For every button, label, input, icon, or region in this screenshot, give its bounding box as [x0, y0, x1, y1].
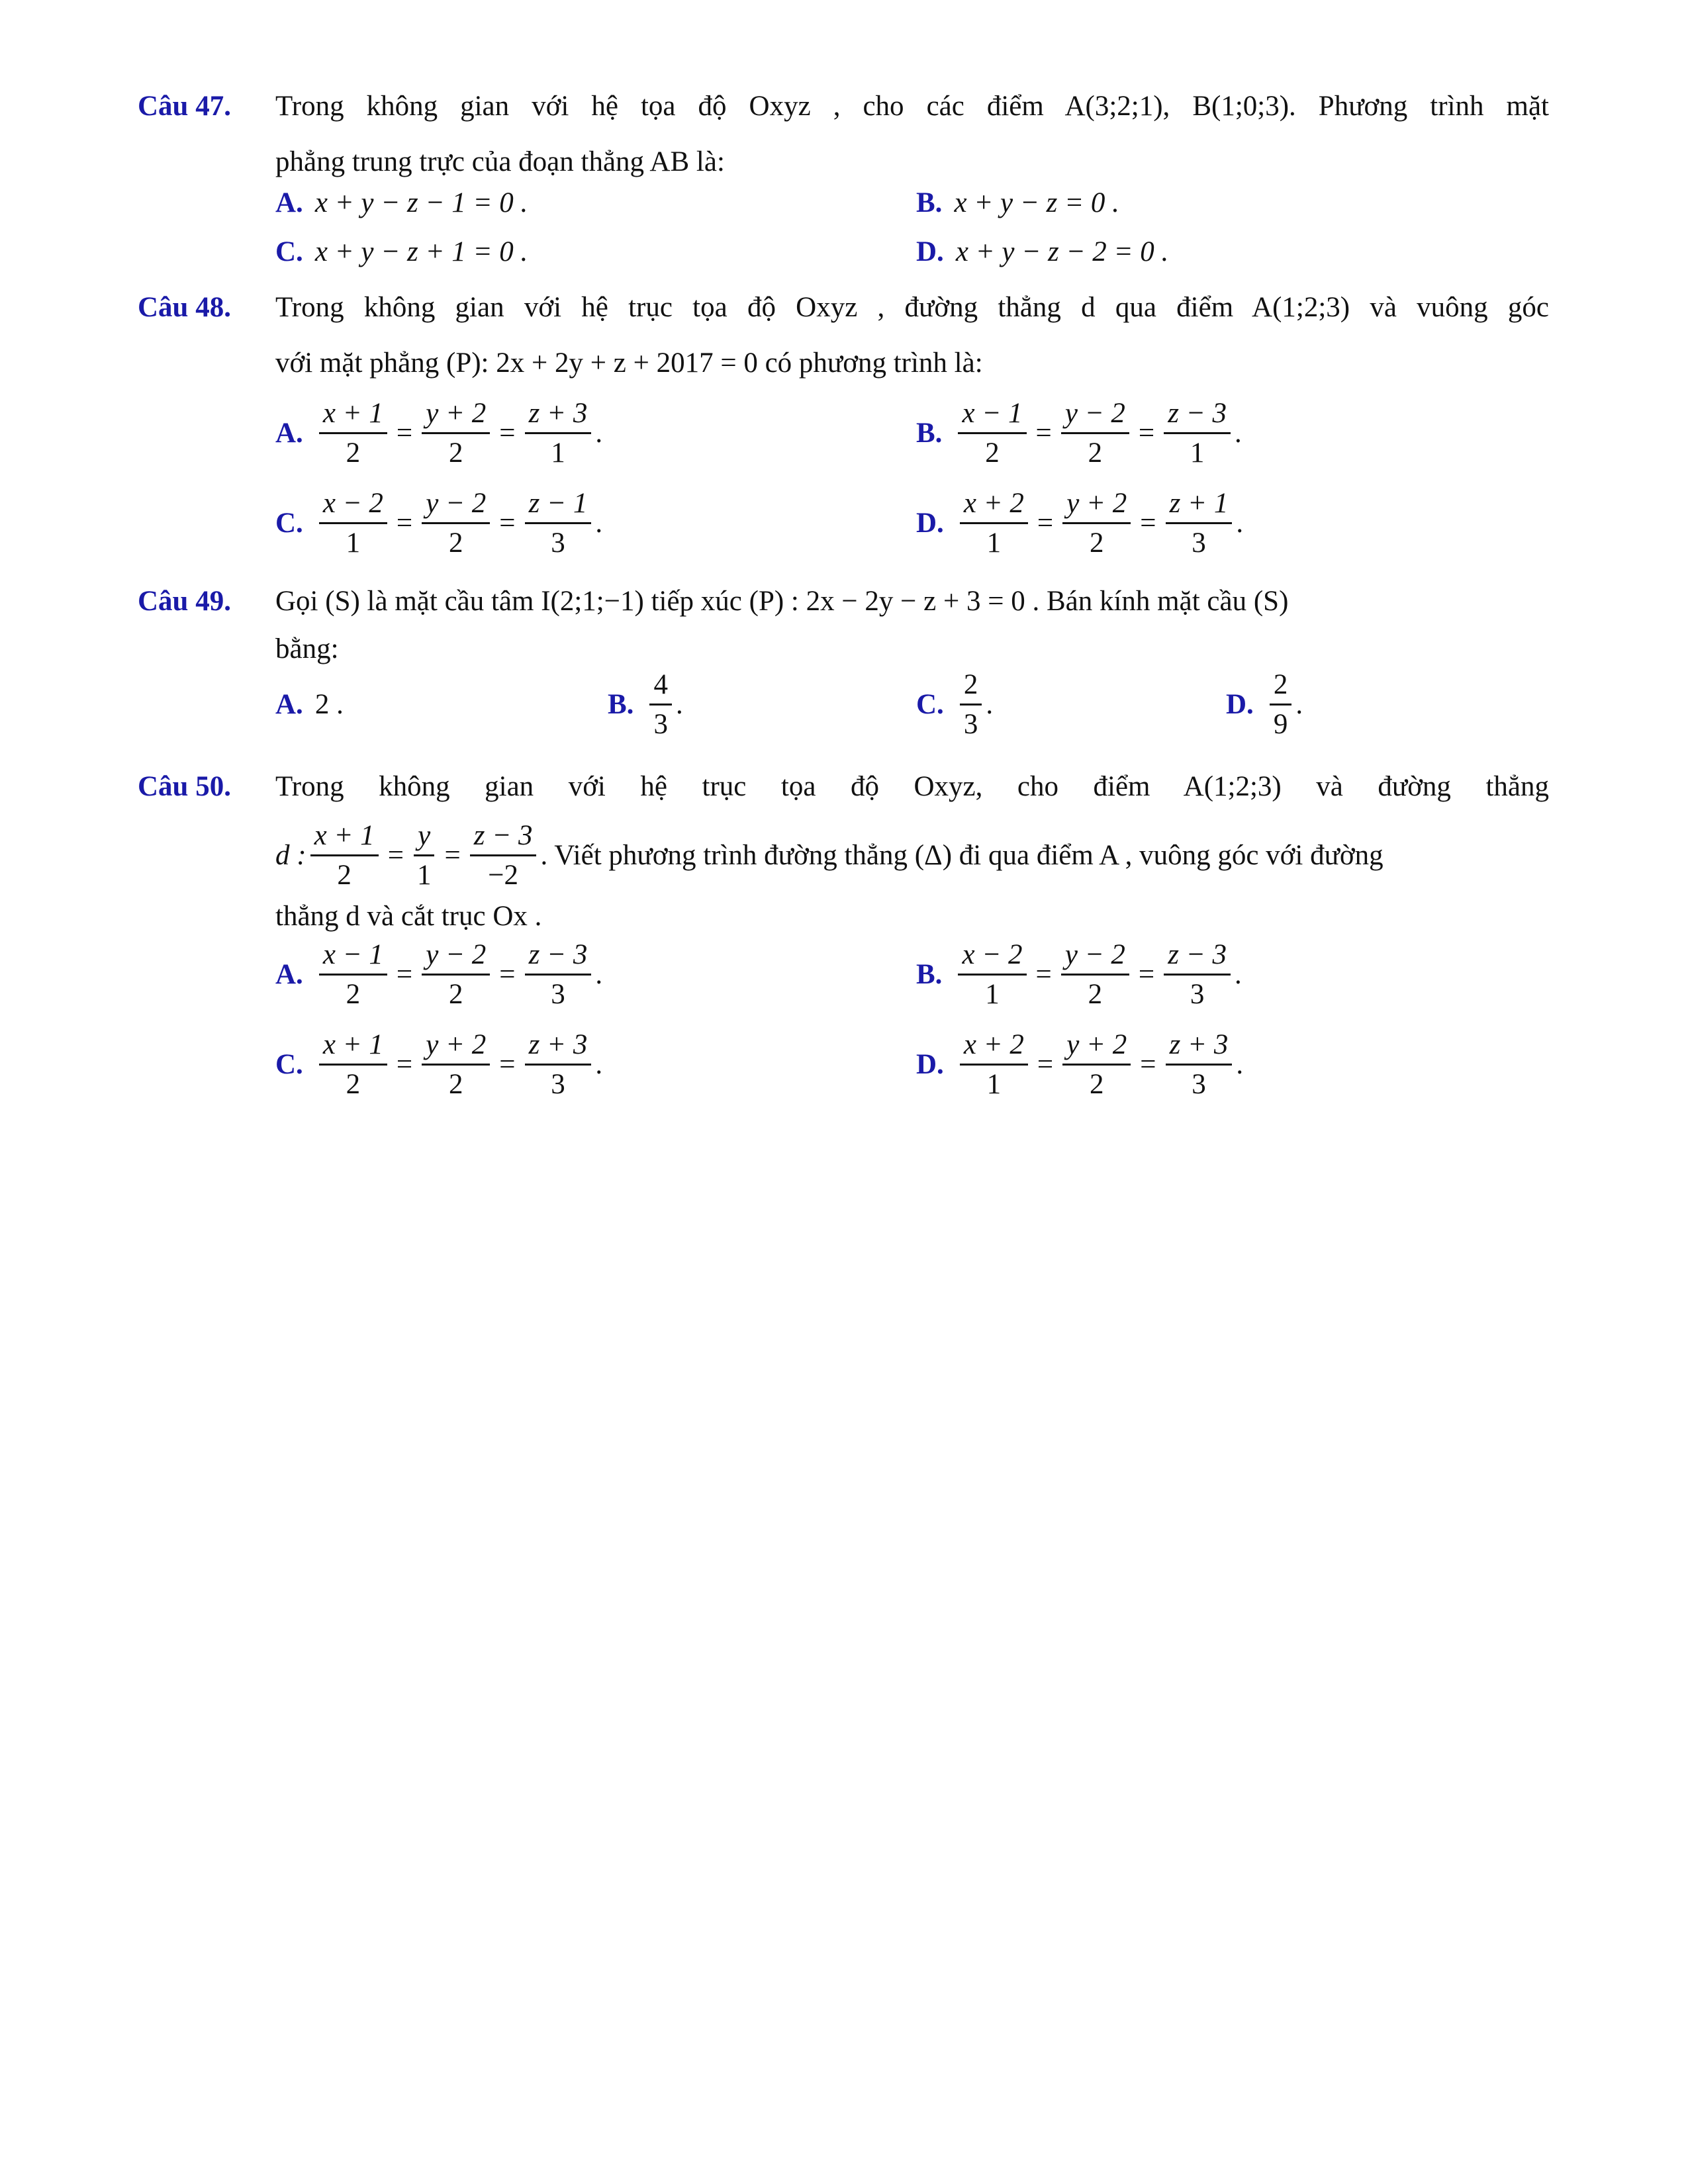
- denominator: −2: [488, 860, 518, 891]
- numerator: x − 1: [958, 397, 1026, 434]
- denominator: 2: [1089, 527, 1104, 559]
- denominator: 2: [1088, 979, 1103, 1011]
- numerator: x − 1: [319, 938, 387, 976]
- q47-option-b[interactable]: [916, 187, 1119, 219]
- numerator: y − 2: [1061, 938, 1129, 976]
- option-letter: B.: [916, 959, 943, 991]
- denominator: 2: [448, 437, 463, 469]
- q47-label: Câu 47.: [138, 91, 231, 122]
- fraction: [525, 487, 592, 560]
- option-letter: C.: [916, 689, 944, 721]
- q50-option-a[interactable]: A. $\frac{x - 1}{2}$ = $\frac{y - 2}{2}$ = $\frac{z - 3}{3}$ .: [275, 939, 603, 1011]
- fraction: [422, 487, 490, 560]
- fraction: [960, 668, 982, 741]
- fraction: [1061, 938, 1129, 1011]
- option-text: x + y − z = 0 .: [954, 187, 1119, 218]
- option-text: 2 .: [314, 689, 344, 720]
- fraction: [1166, 1028, 1233, 1101]
- option-letter: D.: [916, 1049, 944, 1081]
- numerator: y − 2: [1061, 397, 1129, 434]
- option-letter: B.: [916, 187, 943, 218]
- numerator: z − 3: [525, 938, 592, 976]
- q49-label: Câu 49.: [138, 586, 231, 617]
- q50-option-b[interactable]: B. $\frac{x - 2}{1}$ = $\frac{y - 2}{2}$ = $\frac{z - 3}{3}$ .: [916, 939, 1242, 1011]
- fraction: [1061, 397, 1129, 470]
- option-letter: B.: [608, 689, 634, 721]
- q47-stem-line2: phẳng trung trực của đoạn thẳng AB là:: [275, 146, 725, 177]
- fraction: [525, 938, 592, 1011]
- denominator: 1: [416, 860, 432, 891]
- denominator: 3: [963, 709, 978, 741]
- numerator: z − 3: [470, 819, 537, 856]
- numerator: y + 2: [422, 397, 490, 434]
- numerator: 2: [1270, 668, 1292, 705]
- fraction: [422, 938, 490, 1011]
- fraction: [649, 668, 672, 741]
- fraction: [1164, 397, 1231, 470]
- numerator: x − 2: [958, 938, 1026, 976]
- fraction: [1164, 938, 1231, 1011]
- denominator: 2: [985, 437, 1000, 469]
- fraction: [422, 1028, 490, 1101]
- option-text: x + y − z + 1 = 0 .: [314, 236, 528, 267]
- denominator: 2: [346, 1069, 361, 1101]
- numerator: y − 2: [422, 938, 490, 976]
- numerator: y + 2: [1062, 487, 1131, 524]
- numerator: y + 2: [1062, 1028, 1131, 1066]
- numerator: y − 2: [422, 487, 490, 524]
- q49-option-c[interactable]: C. $\frac{2}{3}$ .: [916, 669, 994, 741]
- fraction: [1062, 487, 1131, 560]
- q48-label: Câu 48.: [138, 292, 231, 323]
- q50-label: Câu 50.: [138, 771, 231, 802]
- q48-stem-line1: Trong không gian với hệ trục tọa độ Oxyz , đường thẳng d qua điểm A(1;2;3) và vuông góc: [275, 292, 1549, 323]
- fraction: [958, 397, 1026, 470]
- q48-option-d[interactable]: D. $\frac{x + 2}{1}$ = $\frac{y + 2}{2}$ = $\frac{z + 1}{3}$ .: [916, 488, 1244, 559]
- denominator: 1: [986, 1069, 1002, 1101]
- denominator: 3: [551, 979, 565, 1011]
- numerator: 2: [960, 668, 982, 705]
- option-letter: C.: [275, 236, 303, 267]
- denominator: 3: [1192, 1069, 1206, 1101]
- numerator: x − 2: [319, 487, 387, 524]
- numerator: x + 2: [960, 1028, 1028, 1066]
- q50-stem-line1: Trong không gian với hệ trục tọa độ Oxyz, cho điểm A(1;2;3) và đường thẳng: [275, 771, 1549, 802]
- fraction: [960, 487, 1028, 560]
- numerator: z + 1: [1166, 487, 1233, 524]
- option-text: x + y − z − 1 = 0 .: [314, 187, 528, 218]
- numerator: z + 3: [1166, 1028, 1233, 1066]
- option-letter: A.: [275, 689, 303, 720]
- numerator: y + 2: [422, 1028, 490, 1066]
- q49-option-a[interactable]: [275, 688, 344, 721]
- denominator: 2: [346, 437, 361, 469]
- fraction: [525, 397, 592, 470]
- denominator: 3: [1190, 979, 1205, 1011]
- numerator: x + 2: [960, 487, 1028, 524]
- denominator: 3: [551, 1069, 565, 1101]
- denominator: 2: [337, 860, 352, 891]
- q48-option-b[interactable]: B. $\frac{x - 1}{2}$ = $\frac{y - 2}{2}$ = $\frac{z - 3}{1}$ .: [916, 398, 1242, 469]
- fraction: [319, 397, 387, 470]
- denominator: 3: [1192, 527, 1206, 559]
- q47-option-d[interactable]: [916, 236, 1168, 268]
- q50-line-d: d : $\frac{x + 1}{2}$ = $\frac{y}{1}$ = $\frac{z - 3}{-2}$ . Viết phương trình đường thẳng (Δ) đi qua điểm A , vuông góc với đường: [275, 820, 1383, 891]
- numerator: z − 1: [525, 487, 592, 524]
- denominator: 2: [448, 527, 463, 559]
- option-letter: C.: [275, 508, 303, 539]
- denominator: 1: [1190, 437, 1205, 469]
- q48-option-c[interactable]: C. $\frac{x - 2}{1}$ = $\frac{y - 2}{2}$ = $\frac{z - 1}{3}$ .: [275, 488, 603, 559]
- numerator: 4: [649, 668, 672, 705]
- denominator: 2: [448, 979, 463, 1011]
- denominator: 9: [1273, 709, 1288, 741]
- d-prefix: d :: [275, 840, 306, 872]
- fraction: [319, 938, 387, 1011]
- q50-option-d[interactable]: D. $\frac{x + 2}{1}$ = $\frac{y + 2}{2}$ = $\frac{z + 3}{3}$ .: [916, 1029, 1244, 1101]
- numerator: x + 1: [310, 819, 379, 856]
- option-letter: D.: [916, 236, 944, 267]
- numerator: z + 3: [525, 1028, 592, 1066]
- fraction: [1062, 1028, 1131, 1101]
- denominator: 3: [653, 709, 668, 741]
- fraction: [525, 1028, 592, 1101]
- numerator: z + 3: [525, 397, 592, 434]
- fraction: [413, 819, 436, 892]
- q49-option-b[interactable]: B. $\frac{4}{3}$ .: [608, 669, 683, 741]
- denominator: 2: [1089, 1069, 1104, 1101]
- q49-stem-line1: Gọi (S) là mặt cầu tâm I(2;1;−1) tiếp xúc (P) : 2x − 2y − z + 3 = 0 . Bán kính mặt cầu (S): [275, 586, 1289, 617]
- numerator: x + 1: [319, 397, 387, 434]
- numerator: z − 3: [1164, 397, 1231, 434]
- denominator: 2: [1088, 437, 1103, 469]
- numerator: z − 3: [1164, 938, 1231, 976]
- numerator: y: [414, 819, 434, 856]
- q50-stem-line3: thẳng d và cắt trục Ox .: [275, 901, 542, 932]
- q47-stem-line1: Trong không gian với hệ tọa độ Oxyz , cho các điểm A(3;2;1), B(1;0;3). Phương trình mặt: [275, 91, 1549, 122]
- denominator: 1: [985, 979, 1000, 1011]
- option-letter: D.: [1226, 689, 1254, 721]
- option-letter: C.: [275, 1049, 303, 1081]
- denominator: 3: [551, 527, 565, 559]
- q47-option-a[interactable]: [275, 187, 528, 219]
- fraction: [1270, 668, 1292, 741]
- fraction: [1166, 487, 1233, 560]
- fraction: [960, 1028, 1028, 1101]
- fraction: [422, 397, 490, 470]
- denominator: 1: [551, 437, 565, 469]
- denominator: 2: [346, 979, 361, 1011]
- option-letter: D.: [916, 508, 944, 539]
- numerator: x + 1: [319, 1028, 387, 1066]
- denominator: 2: [448, 1069, 463, 1101]
- q49-option-d[interactable]: D. $\frac{2}{9}$ .: [1226, 669, 1303, 741]
- option-letter: B.: [916, 418, 943, 449]
- q50-option-c[interactable]: C. $\frac{x + 1}{2}$ = $\frac{y + 2}{2}$ = $\frac{z + 3}{3}$ .: [275, 1029, 603, 1101]
- option-text: x + y − z − 2 = 0 .: [955, 236, 1169, 267]
- q50-stem-line2-rest: . Viết phương trình đường thẳng (Δ) đi qua điểm A , vuông góc với đường: [540, 840, 1383, 872]
- denominator: 1: [986, 527, 1002, 559]
- q48-option-a[interactable]: A. $\frac{x + 1}{2}$ = $\frac{y + 2}{2}$ = $\frac{z + 3}{1}$ .: [275, 398, 603, 469]
- option-letter: A.: [275, 187, 303, 218]
- denominator: 1: [346, 527, 361, 559]
- fraction: [319, 487, 387, 560]
- q47-option-c[interactable]: [275, 236, 528, 268]
- option-letter: A.: [275, 959, 303, 991]
- fraction: [958, 938, 1026, 1011]
- fraction: [319, 1028, 387, 1101]
- fraction: [310, 819, 379, 892]
- option-letter: A.: [275, 418, 303, 449]
- q49-stem-line2: bằng:: [275, 633, 339, 664]
- fraction: [470, 819, 537, 892]
- q48-stem-line2: với mặt phẳng (P): 2x + 2y + z + 2017 = 0 có phương trình là:: [275, 347, 983, 379]
